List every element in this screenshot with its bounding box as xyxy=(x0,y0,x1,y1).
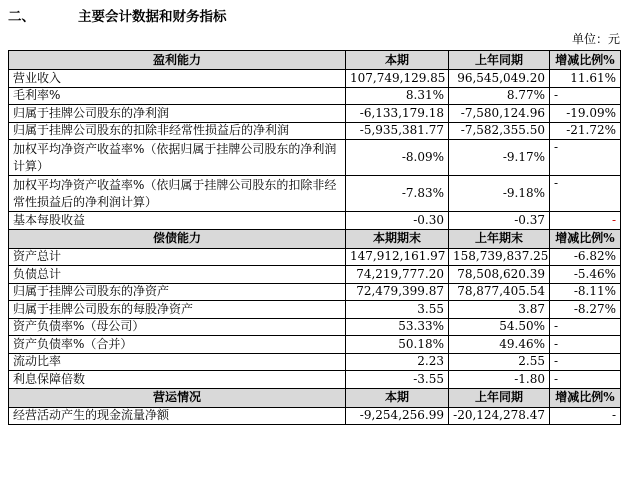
table-row xyxy=(9,176,621,212)
change-value: - xyxy=(550,318,621,336)
current-value: 2.23 xyxy=(346,353,449,371)
previous-value: -7,582,355.50 xyxy=(449,122,550,140)
previous-value: 49.46% xyxy=(449,336,550,354)
change-value: - xyxy=(550,87,621,105)
row-label: 归属于挂牌公司股东的净资产 xyxy=(9,283,346,301)
change-value: - xyxy=(550,176,621,212)
current-value: -8.09% xyxy=(346,140,449,176)
row-label: 经营活动产生的现金流量净额 xyxy=(9,407,346,425)
section-number: 二、 xyxy=(8,9,35,25)
row-label: 资产总计 xyxy=(9,248,346,266)
table-row xyxy=(9,301,621,319)
row-label: 归属于挂牌公司股东的扣除非经常性损益后的净利润 xyxy=(9,122,346,140)
table-row xyxy=(9,140,621,176)
current-value: 72,479,399.87 xyxy=(346,283,449,301)
header-change: 增减比例% xyxy=(550,229,621,248)
row-label: 流动比率 xyxy=(9,353,346,371)
previous-value: -1.80 xyxy=(449,371,550,389)
change-value: - xyxy=(550,140,621,176)
current-value: 53.33% xyxy=(346,318,449,336)
change-value: - xyxy=(550,371,621,389)
row-label: 基本每股收益 xyxy=(9,212,346,230)
header-category: 营运情况 xyxy=(9,388,346,407)
previous-value: 3.87 xyxy=(449,301,550,319)
row-label: 加权平均净资产收益率%（依据归属于挂牌公司股东的净利润计算） xyxy=(9,140,346,176)
row-label: 资产负债率%（合并） xyxy=(9,336,346,354)
row-label: 归属于挂牌公司股东的净利润 xyxy=(9,105,346,123)
row-label: 加权平均净资产收益率%（依归属于挂牌公司股东的扣除非经常性损益后的净利润计算） xyxy=(9,176,346,212)
header-previous: 上年期末 xyxy=(449,229,550,248)
table-row xyxy=(9,353,621,371)
row-label: 负债总计 xyxy=(9,266,346,284)
previous-value: 54.50% xyxy=(449,318,550,336)
previous-value: -9.18% xyxy=(449,176,550,212)
table-row xyxy=(9,266,621,284)
change-value: - xyxy=(550,407,621,425)
header-category: 盈利能力 xyxy=(9,51,346,70)
current-value: -0.30 xyxy=(346,212,449,230)
previous-value: 96,545,049.20 xyxy=(449,70,550,88)
section-heading xyxy=(8,4,227,26)
table-row xyxy=(9,407,621,425)
unit-label: 单位：元 xyxy=(571,32,620,46)
current-value: -3.55 xyxy=(346,371,449,389)
previous-value: -9.17% xyxy=(449,140,550,176)
previous-value: 8.77% xyxy=(449,87,550,105)
row-label: 营业收入 xyxy=(9,70,346,88)
header-previous: 上年同期 xyxy=(449,388,550,407)
header-category: 偿债能力 xyxy=(9,229,346,248)
change-value: - xyxy=(550,353,621,371)
header-change: 增减比例% xyxy=(550,51,621,70)
table-row xyxy=(9,70,621,88)
header-previous: 上年同期 xyxy=(449,51,550,70)
current-value: 74,219,777.20 xyxy=(346,266,449,284)
table-row xyxy=(9,283,621,301)
financial-data-table xyxy=(8,50,621,425)
current-value: 50.18% xyxy=(346,336,449,354)
header-current: 本期 xyxy=(346,51,449,70)
table-row xyxy=(9,318,621,336)
header-change: 增减比例% xyxy=(550,388,621,407)
table-row xyxy=(9,122,621,140)
row-label: 资产负债率%（母公司） xyxy=(9,318,346,336)
previous-value: -0.37 xyxy=(449,212,550,230)
table-row xyxy=(9,371,621,389)
current-value: 3.55 xyxy=(346,301,449,319)
table-row xyxy=(9,336,621,354)
change-value: 11.61% xyxy=(550,70,621,88)
change-value: -19.09% xyxy=(550,105,621,123)
row-label: 归属于挂牌公司股东的每股净资产 xyxy=(9,301,346,319)
header-current: 本期期末 xyxy=(346,229,449,248)
row-label: 利息保障倍数 xyxy=(9,371,346,389)
change-value: -6.82% xyxy=(550,248,621,266)
change-value: -8.27% xyxy=(550,301,621,319)
current-value: -5,935,381.77 xyxy=(346,122,449,140)
current-value: -6,133,179.18 xyxy=(346,105,449,123)
change-value: -5.46% xyxy=(550,266,621,284)
change-value: - xyxy=(550,336,621,354)
table-row xyxy=(9,105,621,123)
section-header-operations xyxy=(9,388,621,407)
section-header-solvency xyxy=(9,229,621,248)
table-row xyxy=(9,248,621,266)
change-value: -21.72% xyxy=(550,122,621,140)
current-value: 8.31% xyxy=(346,87,449,105)
header-current: 本期 xyxy=(346,388,449,407)
current-value: 107,749,129.85 xyxy=(346,70,449,88)
previous-value: -7,580,124.96 xyxy=(449,105,550,123)
section-title: 主要会计数据和财务指标 xyxy=(78,9,227,25)
row-label: 毛利率% xyxy=(9,87,346,105)
table-row xyxy=(9,87,621,105)
table-row xyxy=(9,212,621,230)
previous-value: 78,877,405.54 xyxy=(449,283,550,301)
previous-value: 78,508,620.39 xyxy=(449,266,550,284)
previous-value: 2.55 xyxy=(449,353,550,371)
current-value: -7.83% xyxy=(346,176,449,212)
previous-value: -20,124,278.47 xyxy=(449,407,550,425)
change-value: -8.11% xyxy=(550,283,621,301)
section-header-profitability xyxy=(9,51,621,70)
previous-value: 158,739,837.25 xyxy=(449,248,550,266)
current-value: -9,254,256.99 xyxy=(346,407,449,425)
change-value: - xyxy=(550,212,621,230)
current-value: 147,912,161.97 xyxy=(346,248,449,266)
